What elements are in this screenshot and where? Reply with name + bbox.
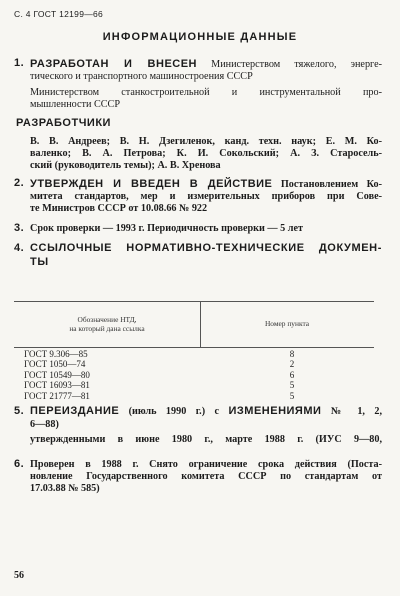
section-3-text: Срок проверки — 1993 г. Периодичность проверки — 5 лет: [30, 223, 304, 234]
section-2-line1-tail: Постановлением Ко-: [280, 179, 382, 190]
table-header-document-line1: Обозначение НТД,: [77, 315, 137, 324]
section-4-heading-line2: ТЫ: [30, 256, 49, 268]
section-5-line1-tail: № 1, 2,: [330, 406, 383, 417]
table-cell-document: ГОСТ 10549—80: [24, 369, 90, 380]
section-2-line1: [30, 178, 382, 191]
developers-line1: В. В. Андреев; В. Н. Дзегиленок, канд. техн. наук; Е. М. Ко-: [30, 136, 382, 147]
table-body: [14, 349, 374, 401]
page-number: 56: [14, 570, 24, 581]
section-2-line2: митета стандартов, мер и измерительных приборов при Сове-: [30, 191, 382, 202]
section-6-number: 6.: [14, 458, 25, 470]
table-cell-document: ГОСТ 9.306—85: [24, 349, 88, 359]
table-row: [14, 359, 374, 369]
developers-line3: ский (руководитель темы); А. В. Хренова: [30, 160, 221, 171]
section-5-line3: утвержденными в июне 1980 г., марте 1988 г. (ИУС 9—80,: [30, 434, 382, 445]
table-row: [14, 391, 374, 401]
section-5-number: 5.: [14, 405, 25, 417]
table-cell-item: 6: [289, 369, 295, 380]
table-cell-item: 8: [289, 349, 295, 359]
section-6-line2: новление Государственного комитета СССР по стандартам от: [30, 471, 382, 482]
table-cell-item: 5: [289, 380, 295, 391]
section-5-line2: 6—88): [30, 419, 59, 430]
section-1-line1: [30, 58, 382, 71]
section-1-heading: РАЗРАБОТАН И ВНЕСЕН: [30, 58, 198, 70]
section-4-number: 4.: [14, 242, 25, 254]
table-cell-item: 5: [289, 390, 295, 401]
table-row: [14, 380, 374, 390]
table-row: [14, 370, 374, 380]
table-row: [14, 349, 374, 359]
section-6-line3: 17.03.88 № 585): [30, 483, 100, 494]
section-6-line1: Проверен в 1988 г. Снято ограничение срока действия (Поста-: [30, 459, 382, 470]
table-top-rule: [14, 301, 374, 302]
page-header: С. 4 ГОСТ 12199—66: [14, 9, 104, 19]
section-4-heading-line1: ССЫЛОЧНЫЕ НОРМАТИВНО-ТЕХНИЧЕСКИЕ ДОКУМЕН-: [30, 242, 382, 254]
table-header-document: [14, 315, 200, 333]
table-header-item: Номер пункта: [264, 319, 310, 328]
section-1-para2-line1: Министерством станкостроительной и инструментальной про-: [30, 87, 382, 98]
developers-heading: РАЗРАБОТЧИКИ: [16, 117, 111, 129]
section-2-heading: УТВЕРЖДЕН И ВВЕДЕН В ДЕЙСТВИЕ: [30, 178, 273, 190]
page-title: ИНФОРМАЦИОННЫЕ ДАННЫЕ: [102, 31, 298, 43]
section-1-para2-line2: мышленности СССР: [30, 99, 121, 110]
table-header-document-line2: на который дана ссылка: [69, 324, 145, 333]
section-1-number: 1.: [14, 57, 25, 69]
table-cell-item: 2: [289, 359, 295, 370]
table-header-rule: [14, 347, 374, 348]
section-5-heading-changes: ИЗМЕНЕНИЯМИ: [228, 405, 322, 417]
table-cell-document: ГОСТ 1050—74: [24, 359, 86, 370]
section-5-line1-mid: (июль 1990 г.) с: [128, 406, 220, 417]
section-5-line1: [30, 405, 382, 418]
section-5-heading: ПЕРЕИЗДАНИЕ: [30, 405, 120, 417]
section-1-line1-tail: Министерством тяжелого, энерге-: [211, 59, 383, 70]
table-cell-document: ГОСТ 16093—81: [24, 380, 90, 391]
section-1-line2: тического и транспортного машиностроения СССР: [30, 71, 253, 82]
section-3-number: 3.: [14, 222, 25, 234]
table-cell-document: ГОСТ 21777—81: [24, 390, 90, 401]
section-2-line3: те Министров СССР от 10.08.66 № 922: [30, 203, 208, 214]
section-2-number: 2.: [14, 177, 25, 189]
developers-line2: валенко; В. А. Петрова; К. И. Сокольский; А. З. Старосель-: [30, 148, 382, 159]
